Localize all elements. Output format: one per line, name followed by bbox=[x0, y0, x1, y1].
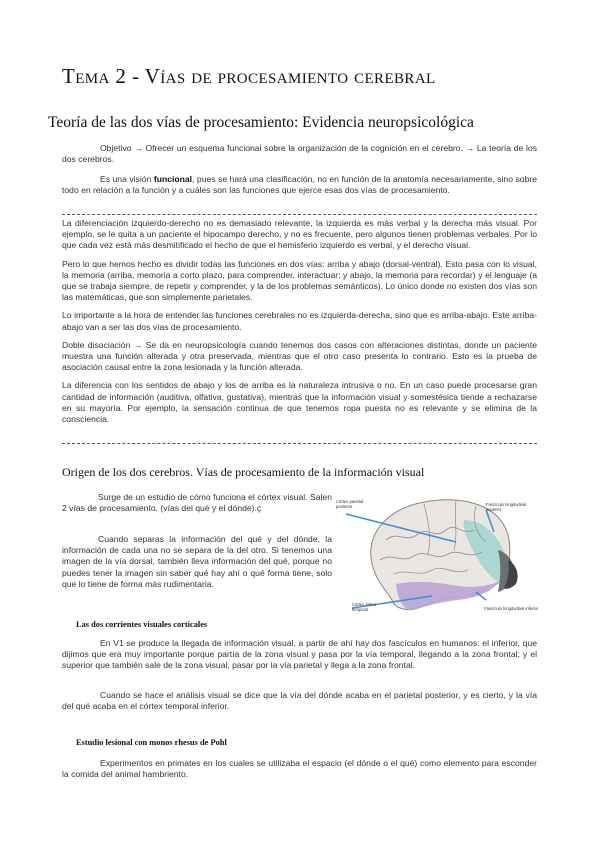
v1-paragraph: En V1 se produce la llegada de información visual, a partir de ahí hay dos fascículos en humanos: el inferior, que dijimos que era muy importante porque partía de la zona visual y pasa por la vía temporal, llegando a la zona frontal; y el superior que también sale de la zona visual, pasar por la vía parietal y llega a la zona frontal. bbox=[62, 638, 537, 671]
analysis-paragraph: Cuando se hace el análisis visual se dice que la vía del dónde acaba en el parietal posterior, y es cierto, y la vía del qué acaba en el córtex temporal inferior. bbox=[62, 690, 537, 712]
box-bottom-border bbox=[62, 443, 537, 444]
note-paragraph: La diferenciación izquierdo-derecho no es demasiado relevante, la izquierda es más verbal y la derecha más visual. Por ejemplo, se le quita a un paciente el hipocampo derecho, y no es frecuente, pero algunos tienen problemas verbales. Por lo que cada vez está más desmitificado el hecho de que el hemisferio izquierdo es verbal, y el derecho visual. bbox=[62, 218, 537, 251]
box-top-border bbox=[62, 214, 537, 215]
note-paragraph: Doble disociación → Se da en neuropsicología cuando tenemos dos casos con alteraciones distintas, donde un paciente muestra una función alterada y otra preservada, mientras que el otro caso presenta lo contrario. Esto es la prueba de asociación causal entre la zona lesionada y la función alterada. bbox=[62, 339, 537, 373]
page-title: Tema 2 - Vías de procesamiento cerebral bbox=[62, 64, 436, 88]
label-inferotemporal: Córtex ínfero temporal bbox=[352, 602, 377, 612]
boxed-notes bbox=[62, 218, 537, 425]
note-paragraph: Lo importante a la hora de entender las funciones cerebrales no es izquierda-derecha, sino que es arriba-abajo. Este arriba-abajo van a ser las dos vías de procesamiento. bbox=[62, 310, 537, 332]
primate-paragraph: Experimentos en primates en los cuales se utilizaba el espacio (el dónde o el qué) como elemento para esconder la comida del animal hambriento. bbox=[62, 758, 537, 780]
label-posterior-parietal: Córtex parietal posterior bbox=[336, 499, 364, 509]
origin-paragraph: Surge de un estudio de cómo funciona el córtex visual. Salen 2 vías de procesamiento. (vías del qué y el dónde).ç bbox=[62, 492, 332, 514]
bold-term: funcional bbox=[153, 174, 193, 184]
brain-figure bbox=[336, 490, 541, 625]
pohl-study-heading: Estudio lesional con monos rhesus de Pohl bbox=[76, 738, 227, 747]
section-heading: Teoría de las dos vías de procesamiento: Evidencia neuropsicológica bbox=[48, 114, 474, 131]
note-paragraph: Pero lo que hemos hecho es dividir todas las funciones en dos vías: arriba y abajo (dorsal-ventral). Esto pasa con lo visual, la memoria (arriba, memoria a corto plazo, para comprender, interactuar; y abajo, la memoria para recordar) y el lenguaje (a que se trabaja siempre, de repetir y comprender, y la de los problemas semánticos). Lo único donde no existen dos vías son las matemáticas, que son simplemente parietales. bbox=[62, 258, 537, 303]
objective-paragraph: Objetivo → Ofrecer un esquema funcional sobre la organización de la cognición en el cerebro. → La teoría de los dos cerebros. bbox=[62, 143, 537, 165]
label-inferior-fasciculus: Fascículo longitudinal inferior bbox=[484, 606, 539, 611]
label-superior-fasciculus: Fascículo longitudinal superior bbox=[486, 502, 527, 512]
note-paragraph: La diferencia con los sentidos de abajo y los de arriba es la naturaleza intrusiva o no. En un caso puede procesarse gran cantidad de información (auditiva, olfativa, gustativa), mientras que la información visual y somestésica tiende a rechazarse en su mayoría. Por ejemplo, la sensación continua de que tenemos ropa puesta no es relevante y se elimina de la consciencia. bbox=[62, 380, 537, 425]
subsection-heading: Origen de los dos cerebros. Vías de procesamiento de la información visual bbox=[62, 465, 425, 479]
separation-paragraph: Cuando separas la información del qué y del dónde, la información de cada una no se separa de la del otro. Si tenemos una imagen de la vía dorsal, también lleva información del qué, porque no puedes tener la imagen sin saber qué hay ahí o qué forma tiene, solo que lo tiene de forma más rudimentaria. bbox=[62, 534, 332, 589]
functional-paragraph: Es una visión funcional, pues se hará una clasificación, no en función de la anatomía necesariamente, sino sobre todo en relación a la función y a cuáles son las funciones que ejerce esas dos vías de procesamiento. bbox=[62, 174, 537, 196]
visual-streams-heading: Las dos corrientes visuales corticales bbox=[76, 620, 208, 629]
